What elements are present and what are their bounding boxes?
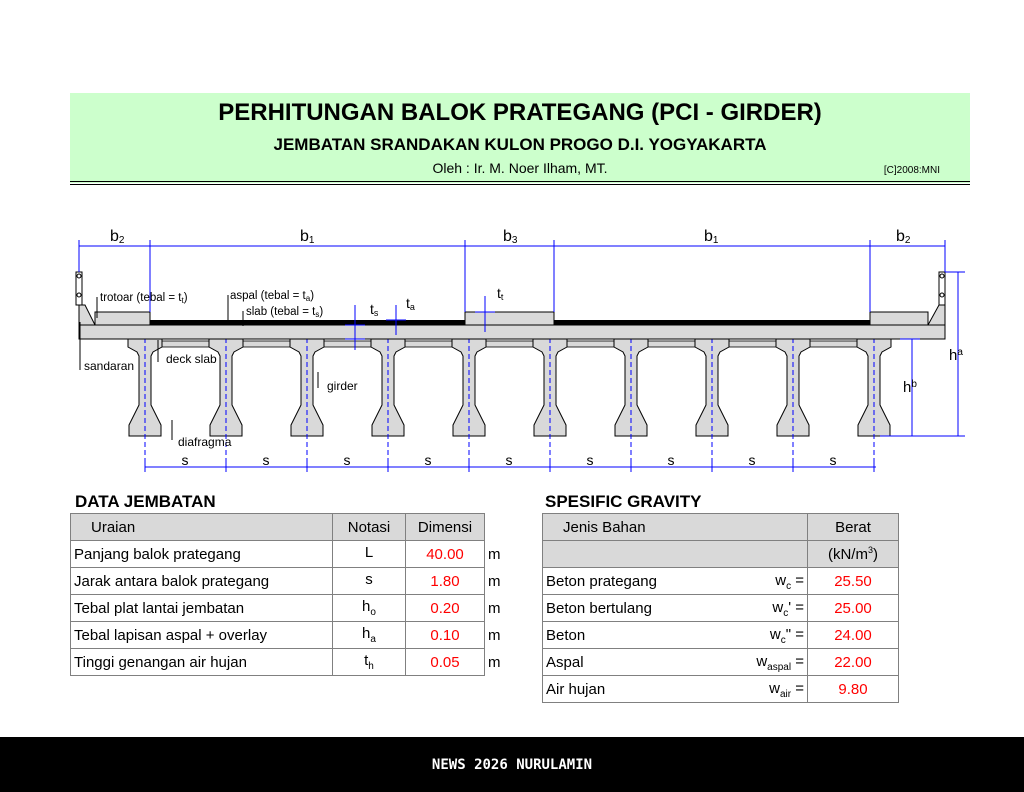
header-dimensi: Dimensi bbox=[406, 514, 485, 541]
cell-uraian: Tebal plat lantai jembatan bbox=[71, 595, 333, 622]
table-row bbox=[543, 595, 899, 622]
spacing-label-s: s bbox=[262, 452, 270, 468]
callout-deck-slab: deck slab bbox=[166, 352, 217, 366]
spacing-label-s: s bbox=[343, 452, 351, 468]
cell-bahan: Beton prategang $w_c$ = bbox=[543, 568, 808, 595]
cell-notasi: $h_a$ bbox=[333, 622, 406, 649]
cell-berat: 24.00 bbox=[808, 622, 899, 649]
callout-trotoar: trotoar (tebal = tt) bbox=[100, 292, 188, 305]
curb-right bbox=[928, 305, 945, 325]
curb-left bbox=[79, 305, 95, 325]
cell-notasi: L bbox=[333, 541, 406, 568]
deck-slab bbox=[79, 325, 945, 339]
cell-unit: m bbox=[488, 545, 501, 563]
label-ta: ta bbox=[406, 295, 415, 312]
median-sidewalk bbox=[465, 312, 554, 325]
cell-dimensi: 40.00 bbox=[406, 541, 485, 568]
diaphragm bbox=[720, 341, 785, 347]
callout-girder: girder bbox=[327, 379, 358, 393]
cell-uraian: Panjang balok prategang bbox=[71, 541, 333, 568]
table-row bbox=[71, 649, 514, 676]
dim-label-b2-left: b2 bbox=[110, 228, 125, 246]
cell-notasi: $t_h$ bbox=[333, 649, 406, 676]
table-header-row bbox=[543, 514, 899, 541]
page-title: PERHITUNGAN BALOK PRATEGANG (PCI - GIRDER) bbox=[218, 99, 822, 126]
cell-bahan: Aspal $w_{aspal}$ = bbox=[543, 649, 808, 676]
table-row bbox=[543, 622, 899, 649]
spacing-label-s: s bbox=[748, 452, 756, 468]
cell-berat: 9.80 bbox=[808, 676, 899, 703]
header-unit: $(kN/m^3)$ bbox=[808, 541, 899, 568]
table-row bbox=[71, 595, 514, 622]
dim-label-b1-right: b1 bbox=[704, 228, 719, 246]
dim-label-b3: b3 bbox=[503, 228, 518, 246]
callout-slab: slab (tebal = ts) bbox=[246, 306, 324, 319]
cell-berat: 25.00 bbox=[808, 595, 899, 622]
spacing-label-s: s bbox=[667, 452, 675, 468]
label-ts: ts bbox=[370, 301, 379, 318]
spacing-labels-group bbox=[145, 452, 874, 472]
header-jenis-bahan: Jenis Bahan bbox=[543, 514, 808, 541]
cell-unit: m bbox=[488, 653, 501, 671]
diaphragm bbox=[315, 341, 380, 347]
cell-berat: 22.00 bbox=[808, 649, 899, 676]
spacing-label-s: s bbox=[424, 452, 432, 468]
table-row bbox=[71, 568, 514, 595]
callout-aspal: aspal (tebal = ta) bbox=[230, 290, 315, 303]
table-unit-row bbox=[543, 541, 899, 568]
spacing-label-s: s bbox=[181, 452, 189, 468]
author-line: Oleh : Ir. M. Noer Ilham, MT. bbox=[432, 160, 608, 176]
cell-dimensi: 0.20 bbox=[406, 595, 485, 622]
cell-unit: m bbox=[488, 572, 501, 590]
spesific-gravity-table bbox=[542, 513, 899, 703]
table-row bbox=[543, 676, 899, 703]
cell-symbol: $w_c$ = bbox=[775, 572, 804, 592]
header-berat: Berat bbox=[808, 514, 899, 541]
diaphragm bbox=[153, 341, 218, 347]
header-notasi: Notasi bbox=[333, 514, 406, 541]
diaphragm bbox=[639, 341, 704, 347]
dim-label-b2-right: b2 bbox=[896, 228, 911, 246]
girder-group bbox=[128, 330, 891, 470]
data-jembatan-title: DATA JEMBATAN bbox=[75, 492, 216, 511]
cell-unit: m bbox=[488, 599, 501, 617]
cell-berat: 25.50 bbox=[808, 568, 899, 595]
header-unit-blank bbox=[485, 514, 514, 541]
callout-diafragma: diafragma bbox=[178, 435, 232, 449]
cell-symbol: $w_{aspal}$ = bbox=[756, 653, 804, 673]
data-jembatan-table bbox=[70, 513, 514, 676]
table-row bbox=[543, 568, 899, 595]
table-row bbox=[71, 541, 514, 568]
label-tt: tt bbox=[497, 285, 504, 302]
cell-symbol: $w_c$" = bbox=[769, 626, 804, 646]
cell-unit: m bbox=[488, 626, 501, 644]
callout-sandaran: sandaran bbox=[84, 359, 135, 373]
cell-notasi: s bbox=[333, 568, 406, 595]
copyright-note: [C]2008:MNI bbox=[883, 165, 940, 176]
spesific-gravity-title: SPESIFIC GRAVITY bbox=[545, 492, 702, 511]
footer-bar bbox=[0, 737, 1024, 792]
cell-bahan: Air hujan $w_{air}$ = bbox=[543, 676, 808, 703]
table-header-row bbox=[71, 514, 514, 541]
spacing-label-s: s bbox=[586, 452, 594, 468]
cell-notasi: $h_o$ bbox=[333, 595, 406, 622]
cell-symbol: $w_c'$ = bbox=[772, 599, 804, 619]
diaphragm bbox=[558, 341, 623, 347]
sidewalk-right bbox=[870, 312, 928, 325]
diaphragm bbox=[234, 341, 299, 347]
cell-bahan: Beton bertulang $w_c'$ = bbox=[543, 595, 808, 622]
label-ha: $h^a$ bbox=[949, 347, 963, 364]
cell-symbol: $w_{air}$ = bbox=[769, 680, 804, 700]
diaphragm bbox=[801, 341, 866, 347]
cell-dimensi: 0.05 bbox=[406, 649, 485, 676]
sidewalk-left bbox=[95, 312, 150, 325]
table-row bbox=[71, 622, 514, 649]
dim-label-b1-left: b1 bbox=[300, 228, 315, 246]
label-hb: $h^b$ bbox=[903, 379, 917, 396]
cell-dimensi: 1.80 bbox=[406, 568, 485, 595]
diaphragm bbox=[396, 341, 461, 347]
cell-bahan: Beton $w_c$" = bbox=[543, 622, 808, 649]
cell-uraian: Jarak antara balok prategang bbox=[71, 568, 333, 595]
cell-uraian: Tinggi genangan air hujan bbox=[71, 649, 333, 676]
page-subtitle: JEMBATAN SRANDAKAN KULON PROGO D.I. YOGYAKARTA bbox=[273, 135, 767, 154]
cell-uraian: Tebal lapisan aspal + overlay bbox=[71, 622, 333, 649]
spacing-label-s: s bbox=[829, 452, 837, 468]
table-row bbox=[543, 649, 899, 676]
footer-text: NEWS 2026 NURULAMIN bbox=[431, 757, 593, 773]
spacing-label-s: s bbox=[505, 452, 513, 468]
diaphragm bbox=[477, 341, 542, 347]
unit-row-blank bbox=[543, 541, 808, 568]
header-uraian: Uraian bbox=[71, 514, 333, 541]
cell-dimensi: 0.10 bbox=[406, 622, 485, 649]
